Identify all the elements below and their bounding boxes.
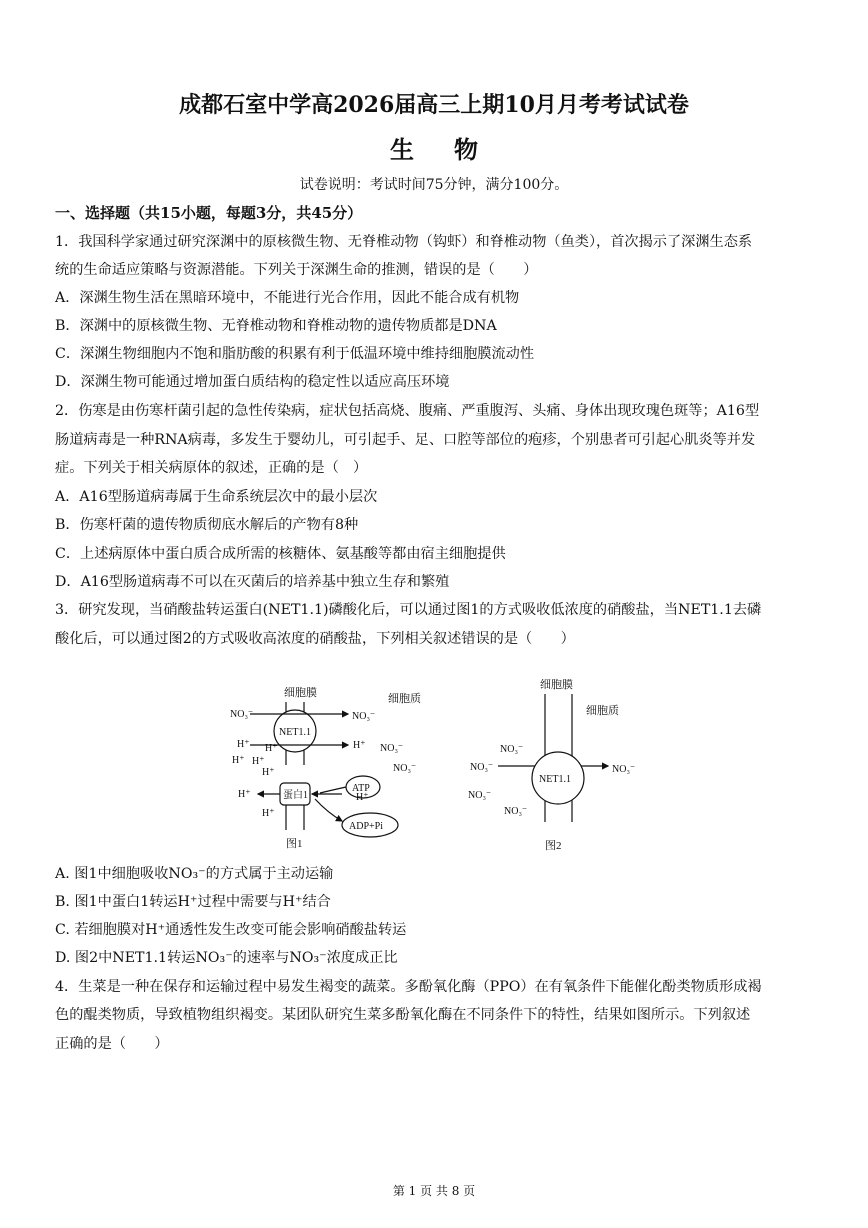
q3-option-d: D. 图2中NET1.1转运NO₃⁻的速率与NO₃⁻浓度成正比 (55, 950, 398, 966)
q1-option-c: C．深渊生物细胞内不饱和脂肪酸的积累有利于低温环境中维持细胞膜流动性 (55, 346, 535, 362)
fig1-h-3: H⁺ (232, 755, 245, 766)
q2-stem-line3: 症。下列关于相关病原体的叙述，正确的是（ ） (55, 460, 368, 476)
fig1-transporter-label: NET1.1 (279, 727, 311, 738)
q3-option-a: A. 图1中细胞吸收NO₃⁻的方式属于主动运输 (55, 866, 334, 882)
fig1-adp-label: ADP+Pi (349, 821, 383, 832)
q2-option-d: D．A16型肠道病毒不可以在灭菌后的培养基中独立生存和繁殖 (55, 574, 450, 590)
exam-title: 成都石室中学高2026届高三上期10月月考考试试卷 (179, 92, 689, 118)
q1-option-a: A．深渊生物生活在黑暗环境中，不能进行光合作用，因此不能合成有机物 (55, 290, 520, 306)
q3-stem-line2: 酸化后，可以通过图2的方式吸收高浓度的硝酸盐，下列相关叙述错误的是（ ） (55, 631, 575, 647)
q3-option-b: B. 图1中蛋白1转运H⁺过程中需要与H⁺结合 (55, 894, 331, 910)
fig2-membrane-label: 细胞膜 (540, 679, 573, 691)
q1-option-d: D．深渊生物可能通过增加蛋白质结构的稳定性以适应高压环境 (55, 374, 450, 390)
fig1-no3-right: NO₃⁻ (352, 711, 376, 722)
figure-2 (460, 672, 660, 857)
fig1-h-8: H⁺ (262, 808, 275, 819)
q3-stem-line1: 3．研究发现，当硝酸盐转运蛋白(NET1.1)磷酸化后，可以通过图1的方式吸收低浓度的硝酸盐，当NET1.1去磷 (55, 602, 762, 618)
fig1-h-4: H⁺ (252, 756, 265, 767)
fig2-no3-2: NO₃⁻ (470, 762, 494, 773)
exam-note: 试卷说明：考试时间75分钟，满分100分。 (299, 177, 569, 193)
q1-option-b: B．深渊中的原核微生物、无脊椎动物和脊椎动物的遗传物质都是DNA (55, 318, 497, 334)
q2-option-c: C．上述病原体中蛋白质合成所需的核糖体、氨基酸等都由宿主细胞提供 (55, 546, 506, 562)
fig1-h-9: H⁺ (356, 792, 369, 803)
q2-option-a: A．A16型肠道病毒属于生命系统层次中的最小层次 (55, 489, 378, 505)
fig1-caption: 图1 (286, 838, 303, 850)
fig2-caption: 图2 (545, 840, 562, 852)
q1-stem-line2: 统的生命适应策略与资源潜能。下列关于深渊生命的推测，错误的是（ ） (55, 262, 538, 278)
page-footer: 第 1 页 共 8 页 (392, 1184, 476, 1198)
fig2-no3-1: NO₃⁻ (500, 744, 524, 755)
fig2-cytoplasm-label: 细胞质 (586, 705, 619, 717)
fig1-no3-left: NO₃⁻ (230, 709, 254, 720)
fig2-transporter-label: NET1.1 (539, 774, 571, 785)
figure-1 (220, 675, 440, 855)
fig1-membrane-label: 细胞膜 (284, 687, 317, 699)
fig1-no3-right2: NO₃⁻ (380, 743, 404, 754)
fig1-h-2: H⁺ (265, 743, 278, 754)
q4-stem-line2: 色的醌类物质，导致植物组织褐变。某团队研究生菜多酚氧化酶在不同条件下的特性，结果如图所示。下列叙述 (55, 1007, 751, 1023)
fig1-protein-label: 蛋白1 (283, 790, 308, 801)
fig2-no3-3: NO₃⁻ (468, 790, 492, 801)
fig1-h-7: H⁺ (238, 789, 251, 800)
section-heading: 一、选择题（共15小题，每题3分，共45分） (55, 204, 363, 222)
q2-stem-line2: 肠道病毒是一种RNA病毒，多发生于婴幼儿，可引起手、足、口腔等部位的疱疹，个别患者可引起心肌炎等并发 (55, 432, 756, 448)
fig1-cytoplasm-label: 细胞质 (388, 693, 421, 705)
fig2-no3-right: NO₃⁻ (612, 764, 636, 775)
q2-stem-line1: 2．伤寒是由伤寒杆菌引起的急性传染病，症状包括高烧、腹痛、严重腹泻、头痛、身体出现玫瑰色斑等；A16型 (55, 403, 760, 419)
q4-stem-line1: 4．生菜是一种在保存和运输过程中易发生褐变的蔬菜。多酚氧化酶（PPO）在有氧条件下能催化酚类物质形成褐 (55, 979, 762, 995)
subject-title: 生物 (390, 135, 518, 164)
fig1-h-5: H⁺ (262, 767, 275, 778)
q1-stem-line1: 1．我国科学家通过研究深渊中的原核微生物、无脊椎动物（钩虾）和脊椎动物（鱼类），首次揭示了深渊生态系 (55, 234, 753, 250)
fig1-no3-right3: NO₃⁻ (393, 763, 417, 774)
fig2-no3-4: NO₃⁻ (504, 806, 528, 817)
q4-stem-line3: 正确的是（ ） (55, 1036, 169, 1052)
fig1-h-6: H⁺ (353, 740, 366, 751)
fig1-h-1: H⁺ (237, 739, 250, 750)
q2-option-b: B．伤寒杆菌的遗传物质彻底水解后的产物有8种 (55, 517, 359, 533)
fig1-atp-label: ATP (352, 783, 370, 794)
q3-option-c: C. 若细胞膜对H⁺通透性发生改变可能会影响硝酸盐转运 (55, 922, 407, 938)
